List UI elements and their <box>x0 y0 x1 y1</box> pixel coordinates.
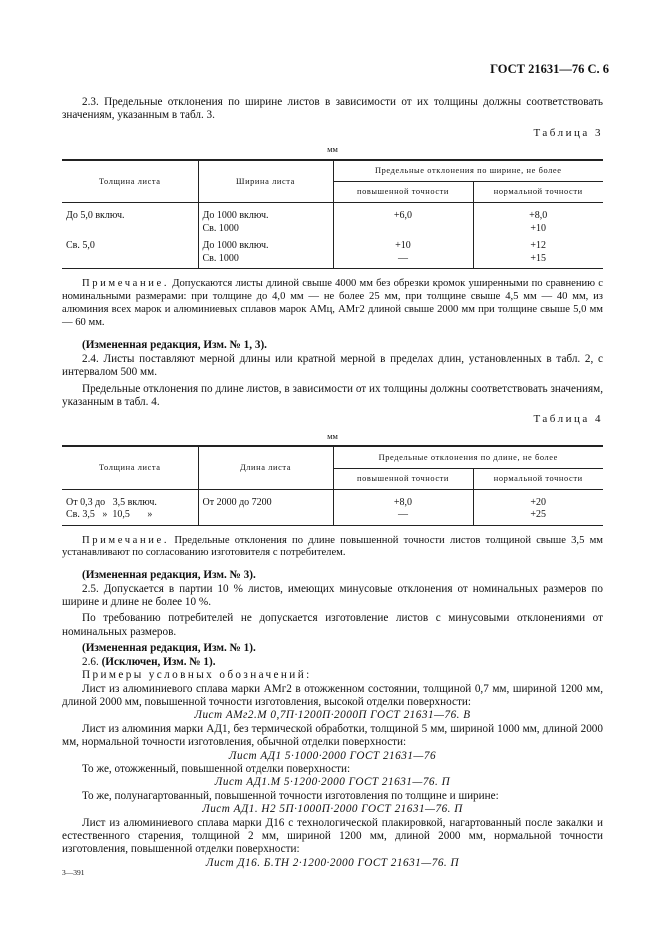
table-3-r2-increased-1: +10 <box>395 240 411 252</box>
table-row <box>62 203 603 241</box>
table-4-r1-normal-2: +25 <box>530 509 547 521</box>
edition-note-2: (Измененная редакция, Изм. № 3). <box>82 569 256 582</box>
edition-note-3: (Измененная редакция, Изм. № 1). <box>82 642 256 655</box>
table-3-header-normal: нормальной точности <box>473 182 603 203</box>
table-4-header-normal: нормальной точности <box>473 468 603 489</box>
example-1-code: Лист АМг2.М 0,7П·1200П·2000П ГОСТ 21631—76. В <box>194 709 471 722</box>
table-3-r2-increased-2: — <box>398 252 408 264</box>
example-3-text: То же, отожженный, повышенной отделки поверхности: <box>82 762 351 775</box>
edition-note-1: (Измененная редакция, Изм. № 1, 3). <box>82 339 267 352</box>
table-3-r1-width-1: До 1000 включ. <box>202 210 269 222</box>
paragraph-2-6-number: 2.6. <box>82 655 99 668</box>
note-2-text: Предельные отклонения по длине повышенной точности листов толщиной свыше 3,5 мм устанавливают по согласованию изготовителя с потребителем. <box>62 534 603 559</box>
example-4-text: То же, полунагартованный, повышенной точности изготовления по толщине и ширине: <box>82 789 499 802</box>
table-4-header-length: Длина листа <box>198 446 333 489</box>
table-3-unit: мм <box>327 144 338 155</box>
paragraph-2-5: 2.5. Допускается в партии 10 % листов, имеющих минусовые отклонения от номинальных размеров по ширине и длине не более 10 %. <box>62 582 603 609</box>
table-3-r2-thickness: Св. 5,0 <box>66 240 95 252</box>
note-1 <box>62 278 603 329</box>
table-4-r1-length: От 2000 до 7200 <box>202 496 272 508</box>
example-4-code: Лист АД1. Н2 5П·1000П·2000 ГОСТ 21631—76. П <box>202 803 463 816</box>
note-1-text: Допускаются листы длиной свыше 4000 мм без обрезки кромок уширенными по сравнению с номинальными размерами: при толщине до 4,0 мм — не более 25 мм, при толщине свыше 4,5 мм — 40 мм, из алюминия всех марок и алюминиевых сплавов марок АМц, АМг2 длиной свыше 2000 мм при толщине свыше 5,0 мм — 60 мм. <box>62 278 603 328</box>
table-3-r1-width-2: Св. 1000 <box>202 222 239 234</box>
paragraph-2-3: 2.3. Предельные отклонения по ширине листов в зависимости от их толщины должны соответствовать значениям, указанным в табл. 3. <box>62 96 603 122</box>
table-4-r1-increased-1: +8,0 <box>393 496 413 508</box>
example-5-code: Лист Д16. Б.ТН 2·1200·2000 ГОСТ 21631—76. П <box>205 856 460 869</box>
paragraph-2-6 <box>62 656 603 669</box>
table-3-header-width: Ширина листа <box>198 160 333 203</box>
page-footer-code: 3—391 <box>62 868 85 877</box>
example-2-code: Лист АД1 5·1000·2000 ГОСТ 21631—76 <box>228 749 437 762</box>
paragraph-2-6-status: (Исключен, Изм. № 1). <box>101 655 216 668</box>
example-1-text: Лист из алюминиевого сплава марки АМг2 в отожженном состоянии, толщиной 0,7 мм, шириной 1200 мм, длиной 2000 мм, повышенной точности изготовления, высокой отделки поверхности: <box>62 682 603 708</box>
table-3-r2-normal-1: +12 <box>530 240 547 252</box>
table-4-header-group: Предельные отклонения по длине, не более <box>333 446 603 468</box>
page-header: ГОСТ 21631—76 С. 6 <box>490 62 609 76</box>
paragraph-2-5b: По требованию потребителей не допускается изготовление листов с минусовыми отклонениями от номинальных размеров. <box>62 612 603 638</box>
table-3-r1-normal-2: +10 <box>530 222 547 234</box>
document-body <box>62 96 603 870</box>
table-4-header-increased: повышенной точности <box>333 468 473 489</box>
note-2-label: Примечание. <box>82 534 170 546</box>
table-4-caption: Таблица 4 <box>533 413 603 426</box>
table-3-header-group: Предельные отклонения по ширине, не более <box>333 160 603 182</box>
table-4-r1-normal-1: +20 <box>530 496 547 508</box>
table-4-r1-thickness-1: От 0,3 до 3,5 включ. <box>66 496 157 508</box>
table-4 <box>62 445 603 526</box>
example-2-text: Лист из алюминия марки АД1, без термической обработки, толщиной 5 мм, шириной 1000 мм, длиной 2000 мм, нормальной точности изготовления, обычной отделки поверхности: <box>62 722 603 749</box>
table-row <box>62 240 603 269</box>
example-5-text: Лист из алюминиевого сплава марки Д16 с технологической плакировкой, нагартованный после закалки и естественного старения, толщиной 2 мм, шириной 1200 мм, длиной 2000 мм, нормальной точности изготовления, повышенной отделки поверхности: <box>62 816 603 856</box>
paragraph-2-4: 2.4. Листы поставляют мерной длины или кратной мерной в пределах длин, установленных в табл. 2, с интервалом 500 мм. <box>62 352 603 379</box>
table-4-unit: мм <box>327 430 338 441</box>
table-4-r1-increased-2: — <box>398 509 408 521</box>
table-3-header-thickness: Толщина листа <box>62 160 198 203</box>
table-3-r2-width-1: До 1000 включ. <box>202 240 269 252</box>
table-4-r1-thickness-2: Св. 3,5 » 10,5 » <box>66 509 153 521</box>
table-3 <box>62 159 603 270</box>
table-3-r1-normal-1: +8,0 <box>529 210 548 222</box>
table-3-r1-thickness: До 5,0 включ. <box>66 210 125 222</box>
table-3-r2-width-2: Св. 1000 <box>202 252 239 264</box>
table-3-r2-normal-2: +15 <box>530 252 547 264</box>
table-4-header-thickness: Толщина листа <box>62 446 198 489</box>
table-3-caption: Таблица 3 <box>533 126 603 139</box>
note-1-label: Примечание. <box>82 278 170 290</box>
note-2 <box>62 535 603 561</box>
table-3-r1-increased: +6,0 <box>393 210 413 222</box>
table-3-header-increased: повышенной точности <box>333 182 473 203</box>
table-row <box>62 489 603 525</box>
paragraph-2-4b: Предельные отклонения по длине листов, в зависимости от их толщины должны соответствовать значениям, указанным в табл. 4. <box>62 382 603 408</box>
example-3-code: Лист АД1.М 5·1200·2000 ГОСТ 21631—76. П <box>214 776 451 789</box>
examples-title: Примеры условных обозначений: <box>82 669 312 682</box>
